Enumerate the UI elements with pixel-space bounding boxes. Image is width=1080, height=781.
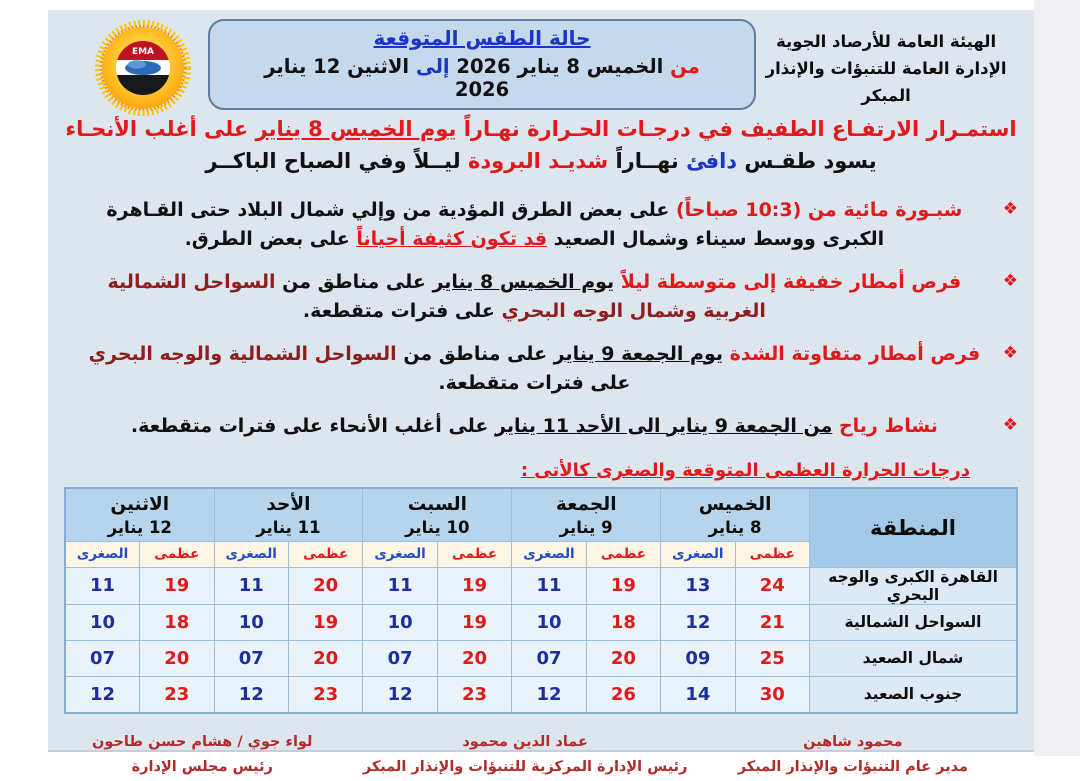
table-body [65, 567, 1017, 713]
text-segment: على بعض الطرق. [184, 228, 357, 251]
bullet-rain-friday [74, 340, 1018, 399]
text-segment: نشاط رياح [832, 414, 938, 437]
text-segment: قد تكون كثيفة أحياناً [356, 228, 548, 251]
text-segment: ليــلاً وفي الصباح الباكــر [205, 149, 468, 174]
signature-name: لواء جوي / هشام حسن طاحون [92, 733, 313, 750]
signature-name: محمود شاهين [803, 733, 903, 750]
min-temp-value: 12 [214, 676, 288, 713]
table-row [65, 567, 1017, 604]
diamond-bullet-icon: ❖ [1002, 342, 1018, 363]
text-segment: دافئ [686, 149, 738, 174]
max-temp-value: 18 [586, 604, 660, 640]
title-box [208, 19, 756, 110]
max-temp-value: 19 [288, 604, 362, 640]
min-temp-value: 12 [512, 676, 586, 713]
text-segment: استمـرار الارتفـاع الطفيف في درجـات الحـرارة نهـاراً [456, 117, 1017, 141]
min-temp-value: 07 [363, 640, 437, 676]
max-temp-value: 20 [140, 640, 214, 676]
max-temp-header: عظمى [140, 541, 214, 567]
min-temp-value: 07 [214, 640, 288, 676]
diamond-bullet-icon: ❖ [1002, 270, 1018, 291]
text-segment: على مناطق من [275, 270, 433, 293]
text-segment: على فترات متقطعة. [302, 300, 502, 323]
headline-weather-summary [58, 146, 1024, 176]
min-temp-value: 10 [512, 604, 586, 640]
max-temp-value: 19 [437, 604, 511, 640]
max-temp-value: 20 [437, 640, 511, 676]
signature-name: عماد الدين محمود [462, 733, 588, 750]
signature-board-chairman [92, 730, 312, 781]
temperature-table [64, 487, 1018, 714]
forecast-bullets [48, 179, 1034, 441]
min-temp-value: 11 [363, 567, 437, 604]
forecast-date-range [234, 55, 730, 101]
max-temp-value: 19 [586, 567, 660, 604]
text-segment: الخميس 8 يناير 2026 [449, 55, 664, 78]
day-header: الخميس 8 يناير [661, 488, 810, 542]
min-temp-value: 11 [214, 567, 288, 604]
region-name: القاهرة الكبرى والوجه البحري [810, 567, 1018, 604]
signature-block [48, 714, 1034, 781]
bulletin-header [48, 10, 1034, 112]
min-temp-header: الصغرى [65, 541, 140, 567]
min-temp-value: 10 [363, 604, 437, 640]
text-segment: على أغلب الأنحاء على فترات متقطعة. [130, 414, 496, 437]
max-temp-header: عظمى [288, 541, 362, 567]
max-temp-value: 20 [288, 640, 362, 676]
text-segment: فرص أمطار خفيفة إلى متوسطة ليلاً [614, 270, 962, 293]
min-temp-value: 07 [512, 640, 586, 676]
max-temp-value: 23 [140, 676, 214, 713]
min-temp-value: 07 [65, 640, 140, 676]
text-segment: السواحل الشمالية الغربية وشمال الوجه البحري [107, 270, 766, 323]
min-temp-header: الصغرى [214, 541, 288, 567]
min-temp-header: الصغرى [363, 541, 437, 567]
day-header: الجمعة 9 يناير [512, 488, 661, 542]
bullet-fog [74, 196, 1018, 255]
max-temp-header: عظمى [586, 541, 660, 567]
min-temp-value: 12 [65, 676, 140, 713]
authority-line2: الإدارة العامة للتنبؤات والإنذار المبكر [765, 59, 1007, 106]
day-header: الاثنين 12 يناير [65, 488, 214, 542]
max-temp-value: 19 [437, 567, 511, 604]
table-title: درجات الحرارة العظمى المتوقعة والصغرى كالأتى : [520, 459, 970, 481]
min-temp-value: 11 [512, 567, 586, 604]
logo-container [78, 16, 208, 116]
max-temp-value: 25 [735, 640, 809, 676]
text-segment: نهــاراً [608, 149, 687, 174]
logo-ema-text: EMA [131, 47, 155, 57]
text-segment: الاثنين 12 يناير 2026 [264, 55, 510, 101]
min-temp-value: 12 [661, 604, 735, 640]
table-row [65, 676, 1017, 713]
min-temp-value: 10 [214, 604, 288, 640]
bullet-wind-activity [74, 412, 1018, 441]
authority-name [756, 16, 1016, 110]
max-temp-header: عظمى [437, 541, 511, 567]
authority-line1: الهيئة العامة للأرصاد الجوية [776, 32, 997, 51]
min-temp-header: الصغرى [512, 541, 586, 567]
signature-title: رئيس مجلس الإدارة [131, 759, 273, 776]
min-temp-value: 09 [661, 640, 735, 676]
table-row [65, 604, 1017, 640]
text-segment: على مناطق من [396, 342, 554, 365]
max-temp-value: 20 [586, 640, 660, 676]
region-name: شمال الصعيد [810, 640, 1018, 676]
page-right-margin [1034, 0, 1080, 756]
diamond-bullet-icon: ❖ [1002, 414, 1018, 435]
day-header: السبت 10 يناير [363, 488, 512, 542]
text-segment: من الجمعة 9 يناير الى الأحد 11 يناير [495, 414, 833, 437]
signature-title: رئيس الإدارة المركزية للتنبؤات والإنذار المبكر [362, 759, 688, 776]
day-header: الأحد 11 يناير [214, 488, 363, 542]
text-segment: يوم الجمعة 9 يناير [553, 342, 724, 365]
signature-forecast-director [738, 730, 968, 781]
weather-bulletin [48, 10, 1034, 776]
region-name: السواحل الشمالية [810, 604, 1018, 640]
signature-central-admin-head [363, 730, 688, 781]
max-temp-value: 23 [437, 676, 511, 713]
text-segment: يوم الخميس 8 يناير [255, 117, 457, 141]
diamond-bullet-icon: ❖ [1002, 198, 1018, 219]
text-segment: يوم الخميس 8 يناير [432, 270, 615, 293]
max-temp-value: 30 [735, 676, 809, 713]
max-temp-value: 19 [140, 567, 214, 604]
table-row [65, 640, 1017, 676]
text-segment: من [663, 55, 700, 78]
region-column-header: المنطقة [810, 488, 1018, 568]
max-temp-value: 20 [288, 567, 362, 604]
text-segment: فرص أمطار متفاوتة الشدة [723, 342, 981, 365]
text-segment: إلى [409, 55, 450, 78]
bullet-rain-thursday [74, 268, 1018, 327]
max-temp-value: 21 [735, 604, 809, 640]
bulletin-title: حالة الطقس المتوقعة [373, 26, 591, 50]
min-temp-value: 12 [363, 676, 437, 713]
min-temp-value: 14 [661, 676, 735, 713]
text-segment: على بعض الطرق المؤدية من وإلي شمال البلاد حتى القـاهرة الكبرى ووسط سيناء وشمال الصعيد [106, 198, 885, 251]
max-temp-value: 26 [586, 676, 660, 713]
text-segment: شديـد البرودة [467, 149, 609, 174]
table-day-header-row [65, 488, 1017, 542]
text-segment: على فترات متقطعة. [438, 372, 631, 395]
text-segment: السواحل الشمالية والوجه البحري [88, 342, 397, 365]
max-temp-value: 18 [140, 604, 214, 640]
min-temp-header: الصغرى [661, 541, 735, 567]
ema-sun-logo-icon [87, 16, 199, 116]
signature-title: مدير عام التنبؤات والإنذار المبكر [737, 759, 968, 776]
min-temp-value: 11 [65, 567, 140, 604]
min-temp-value: 10 [65, 604, 140, 640]
text-segment: على أغلب الأنحـاء [65, 117, 256, 141]
min-temp-value: 13 [661, 567, 735, 604]
text-segment: يسود طقـس [737, 149, 877, 174]
max-temp-value: 24 [735, 567, 809, 604]
text-segment: شبـورة مائية من (10:3 صباحاً) [675, 198, 963, 221]
max-temp-header: عظمى [735, 541, 809, 567]
region-name: جنوب الصعيد [810, 676, 1018, 713]
headline-temperature-rise [58, 114, 1024, 144]
max-temp-value: 23 [288, 676, 362, 713]
